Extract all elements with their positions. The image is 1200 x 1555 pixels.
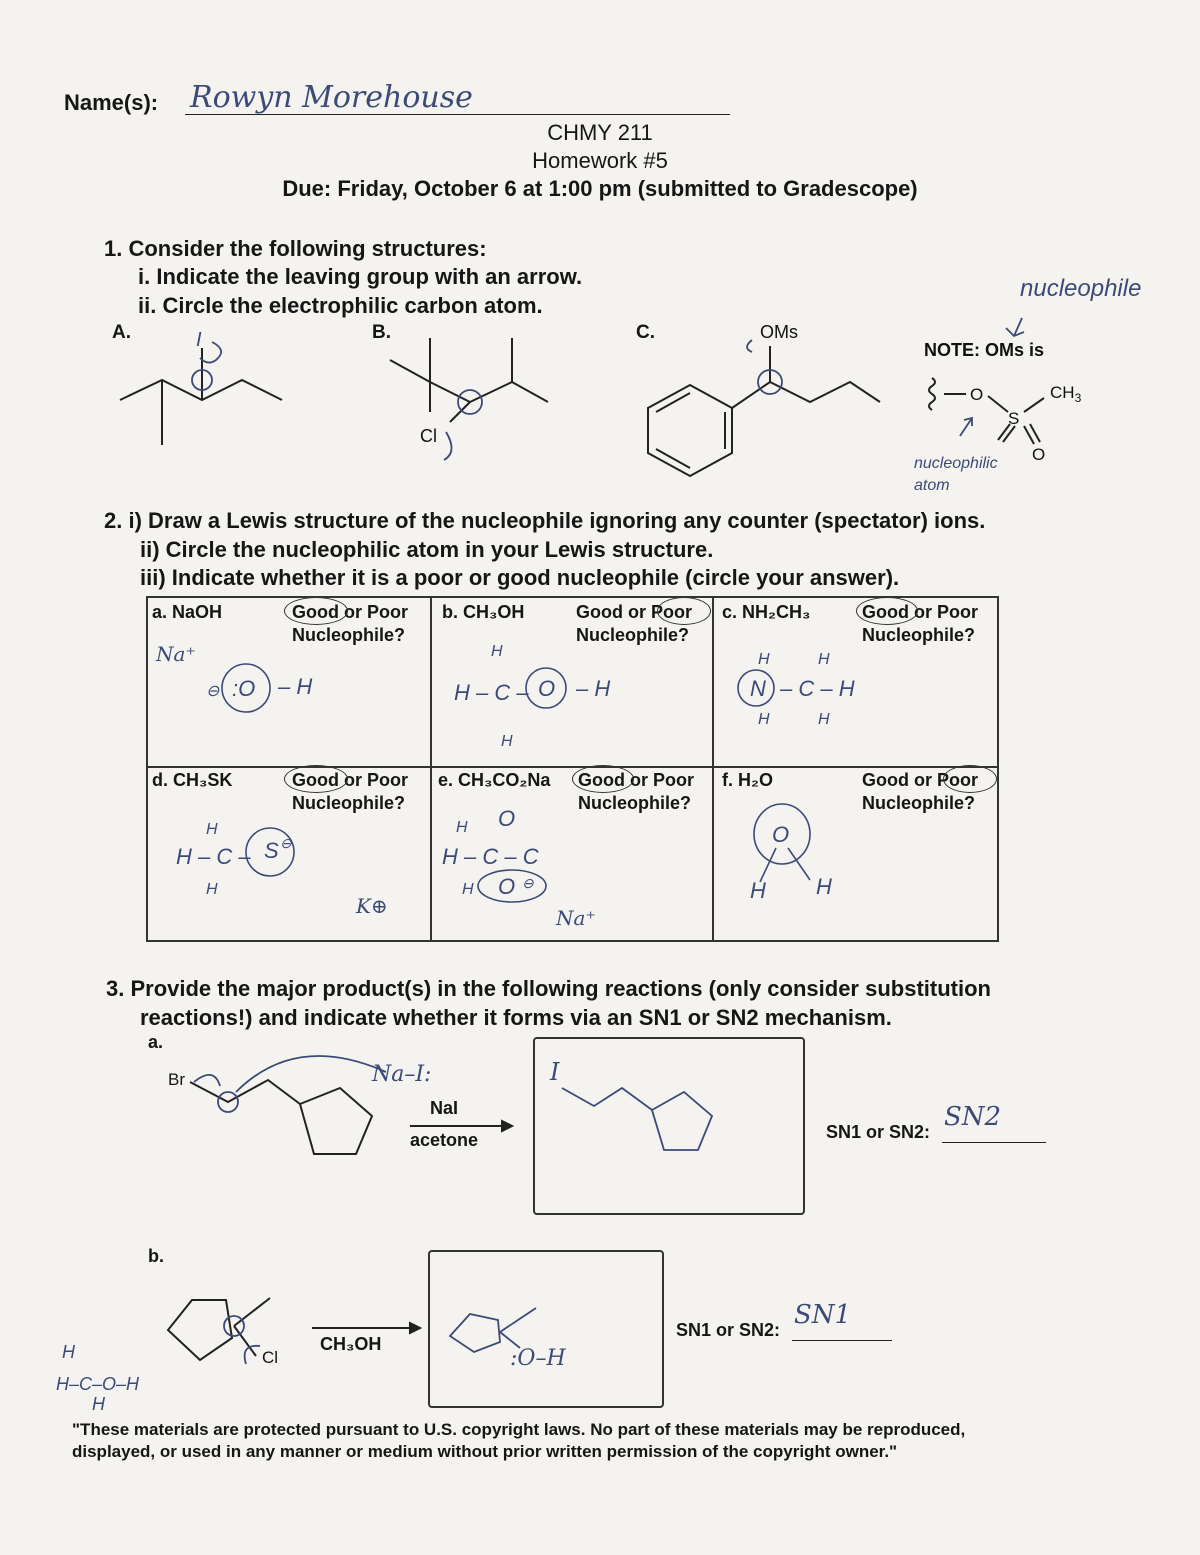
q3b-product-o-bond xyxy=(500,1332,520,1348)
svg-text::O: :O xyxy=(232,676,256,701)
svg-text:O: O xyxy=(538,676,556,701)
cell-b-nucleophile: Nucleophile? xyxy=(576,625,690,645)
cell-f-label: f. H₂O xyxy=(722,770,773,790)
nucleophile-pointer xyxy=(1006,318,1024,336)
svg-text:O: O xyxy=(772,822,790,847)
svg-text:H: H xyxy=(206,821,218,838)
q1-instruction-ii: ii. Circle the electrophilic carbon atom. xyxy=(138,293,543,318)
cell-b-label: b. CH₃OH xyxy=(442,602,525,622)
svg-text:H: H xyxy=(462,881,474,898)
q3a-br: Br xyxy=(168,1070,185,1089)
cell-c-good[interactable]: Good xyxy=(862,602,909,622)
cell-c-poor[interactable]: or Poor xyxy=(909,602,979,622)
structure-c-ring xyxy=(648,385,732,476)
q1-instruction-i: i. Indicate the leaving group with an arrow. xyxy=(138,264,583,289)
cell-d-label: d. CH₃SK xyxy=(152,770,233,790)
c-leaving-arrow xyxy=(747,340,752,352)
q3a-cyclopentane xyxy=(300,1088,372,1154)
q1-title: 1. Consider the following structures: xyxy=(104,236,487,261)
q1-label-c: C. xyxy=(636,322,655,343)
q3a-label: a. xyxy=(148,1032,164,1052)
ms-wavy xyxy=(929,378,935,410)
cell-f-poor[interactable]: Poor xyxy=(937,770,979,790)
svg-text:O: O xyxy=(498,806,516,831)
q3-structures xyxy=(0,1030,1200,1420)
q3-title-line2: reactions!) and indicate whether it forms via an SN1 or SN2 mechanism. xyxy=(140,1005,892,1030)
q3b-label: b. xyxy=(148,1246,164,1266)
svg-text:– H: – H xyxy=(278,674,313,699)
q3b-reagent: CH₃OH xyxy=(320,1334,382,1354)
hw-nucleophile: nucleophile xyxy=(1020,275,1142,302)
svg-text:⊖: ⊖ xyxy=(280,835,292,851)
q3a-mech-answer: SN2 xyxy=(944,1102,1002,1132)
hw-nucleophilic: nucleophilic xyxy=(914,455,998,472)
ms-o2: O xyxy=(1032,445,1046,464)
svg-text:O: O xyxy=(498,874,516,899)
cell-a-nucleophile: Nucleophile? xyxy=(292,625,406,645)
q3a-hw-nai: Na–I: xyxy=(372,1062,432,1087)
svg-text:H – C –: H – C – xyxy=(176,844,251,869)
cell-d-nucleophile: Nucleophile? xyxy=(292,793,406,813)
svg-text:⊖: ⊖ xyxy=(522,875,534,891)
ms-s: S xyxy=(1008,409,1020,428)
lewis-structures xyxy=(146,596,999,942)
svg-text:⊖: ⊖ xyxy=(206,683,220,700)
q3b-product-ring xyxy=(450,1314,500,1352)
ms-ch: CH xyxy=(1050,383,1075,402)
c-oms-label: OMs xyxy=(760,322,798,342)
cell-a-label: a. NaOH xyxy=(152,602,223,622)
svg-text:H: H xyxy=(456,819,468,836)
svg-text:– C – H: – C – H xyxy=(780,676,855,701)
svg-text:H: H xyxy=(92,1394,105,1414)
hw-atom: atom xyxy=(914,477,950,494)
cell-b-good[interactable]: Good or xyxy=(576,602,651,622)
svg-text:H–C–O–H: H–C–O–H xyxy=(56,1374,140,1394)
cell-d-good[interactable]: Good xyxy=(292,770,339,790)
oms-note: NOTE: OMs is xyxy=(924,340,1045,360)
svg-text:H: H xyxy=(62,1342,75,1362)
q3b-product-oh: :O–H xyxy=(510,1346,566,1371)
due-date: Due: Friday, October 6 at 1:00 pm (submitted to Gradescope) xyxy=(282,176,918,201)
ms-ch-sub: 3 xyxy=(1074,391,1082,405)
cell-f-good[interactable]: Good or xyxy=(862,770,937,790)
svg-text:H – C – C: H – C – C xyxy=(442,844,539,869)
assignment-title: Homework #5 xyxy=(532,148,668,173)
q1-label-a: A. xyxy=(112,322,131,343)
nucleophilic-atom-pointer xyxy=(960,418,972,436)
q3a-product-ring xyxy=(652,1092,712,1150)
q3b-cyclopentane xyxy=(168,1300,232,1360)
svg-text:H: H xyxy=(750,878,766,903)
cell-a-counterion: Na⁺ xyxy=(156,642,196,666)
structure-b-cl-bond xyxy=(450,402,470,422)
q3a-reagent-acetone: acetone xyxy=(410,1130,479,1150)
cell-c-nucleophile: Nucleophile? xyxy=(862,625,976,645)
q1-structures xyxy=(0,0,1200,520)
q3b-product-methyl xyxy=(500,1308,536,1332)
svg-text:CH3 xyxy=(1050,383,1082,405)
cell-e-poor[interactable]: or Poor xyxy=(625,770,695,790)
svg-text:H: H xyxy=(818,711,830,728)
q2-instruction-ii: ii) Circle the nucleophilic atom in your Lewis structure. xyxy=(140,537,714,562)
svg-text:H – C –: H – C – xyxy=(454,680,529,705)
svg-text:H: H xyxy=(758,711,770,728)
b-cl-label: Cl xyxy=(420,426,437,446)
cell-e-label: e. CH₃CO₂Na xyxy=(438,770,551,790)
b-leaving-arrow xyxy=(444,432,452,460)
svg-text:H: H xyxy=(818,651,830,668)
q2-instruction-iii: iii) Indicate whether it is a poor or good nucleophile (circle your answer). xyxy=(140,565,900,590)
ms-o: O xyxy=(970,385,984,404)
cell-a-poor[interactable]: or Poor xyxy=(339,602,409,622)
cell-b-poor[interactable]: Poor xyxy=(651,602,693,622)
q3a-reagent-nai: NaI xyxy=(430,1098,459,1118)
q3b-mech-label: SN1 or SN2: xyxy=(676,1320,781,1340)
q3b-methyl xyxy=(234,1298,270,1326)
svg-text:H: H xyxy=(758,651,770,668)
q3b-cl: Cl xyxy=(262,1348,279,1367)
structure-b-chain xyxy=(390,360,548,402)
svg-text:– H: – H xyxy=(576,676,611,701)
cell-e-nucleophile: Nucleophile? xyxy=(578,793,692,813)
cell-c-label: c. NH₂CH₃ xyxy=(722,602,811,622)
q3a-product-chain xyxy=(562,1088,652,1110)
svg-text:N: N xyxy=(750,676,766,701)
student-name: Rowyn Morehouse xyxy=(190,80,473,115)
q3-title-line1: 3. Provide the major product(s) in the following reactions (only consider substitution xyxy=(106,976,991,1001)
a-iodo-label: I xyxy=(196,329,202,351)
copyright-line1: "These materials are protected pursuant to U.S. copyright laws. No part of these materials may be reproduced, xyxy=(72,1420,966,1439)
q3a-mech-label: SN1 or SN2: xyxy=(826,1122,931,1142)
q3a-product-iodo: I xyxy=(550,1058,560,1086)
q2-instruction-i: 2. i) Draw a Lewis structure of the nucleophile ignoring any counter (spectator) ions. xyxy=(104,508,986,533)
course-title: CHMY 211 xyxy=(547,120,653,145)
cell-e-counterion: Na⁺ xyxy=(556,906,596,930)
svg-text:H: H xyxy=(206,881,218,898)
cell-d-counterion: K⊕ xyxy=(356,894,388,918)
a-leaving-arrow xyxy=(200,342,221,363)
q3b-mech-answer: SN1 xyxy=(794,1300,852,1330)
copyright-line2: displayed, or used in any manner or medium without prior written permission of the copyright owner." xyxy=(72,1442,898,1461)
cell-a-good[interactable]: Good xyxy=(292,602,339,622)
svg-text:S: S xyxy=(264,838,279,863)
name-label: Name(s): xyxy=(64,90,159,115)
cell-d-poor[interactable]: or Poor xyxy=(339,770,409,790)
cell-e-good[interactable]: Good xyxy=(578,770,625,790)
q1-label-b: B. xyxy=(372,322,391,343)
structure-c-chain xyxy=(732,382,880,408)
cell-f-nucleophile: Nucleophile? xyxy=(862,793,976,813)
svg-text:H: H xyxy=(491,643,503,660)
svg-text:H: H xyxy=(816,874,832,899)
svg-text:H: H xyxy=(501,733,513,750)
